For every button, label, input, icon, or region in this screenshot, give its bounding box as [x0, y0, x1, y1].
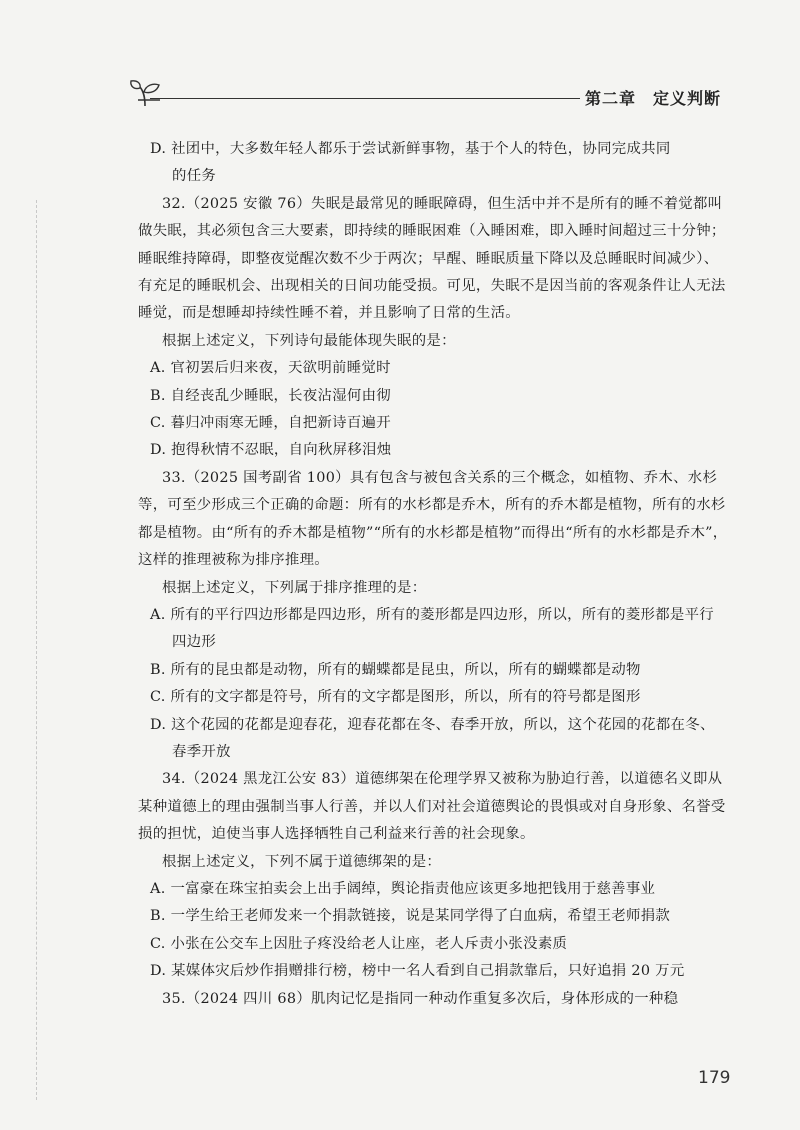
scan-edge-mark	[36, 200, 37, 1100]
q34-option-a: A. 一富豪在珠宝拍卖会上出手阔绰，舆论指责他应该更多地把钱用于慈善事业	[150, 880, 656, 897]
main-text	[138, 136, 728, 1013]
q33-option-b: B. 所有的昆虫都是动物，所有的蝴蝶都是昆虫，所以，所有的蝴蝶都是动物	[150, 661, 641, 678]
q32-option-c: C. 暮归冲雨寒无睡，自把新诗百遍开	[150, 415, 391, 432]
chapter-title: 第二章 定义判断	[585, 89, 722, 108]
q35-stem: 35.（2024 四川 68）肌肉记忆是指同一种动作重复多次后，身体形成的一种稳	[162, 990, 679, 1007]
q32-option-b: B. 自经丧乱少睡眠，长夜沾湿何由彻	[150, 387, 391, 404]
q32-question: 根据上述定义，下列诗句最能体现失眠的是：	[162, 332, 456, 349]
q34-question: 根据上述定义，下列不属于道德绑架的是：	[162, 853, 442, 870]
q31-option-d-line2: 的任务	[172, 168, 217, 185]
q32-option-d: D. 抱得秋情不忍眠，自向秋屏移泪烛	[150, 442, 392, 459]
q34-stem: 34.（2024 黑龙江公安 83）道德绑架在伦理学界又被称为胁迫行善，以道德名义即从某种道德上的理由强制当事人行善，并以人们对社会道德舆论的畏惧或对自身形象、名誉受损的担忧，迫使当事人选择牺牲自己利益来行善的社会现象。	[138, 771, 726, 843]
q33-option-c: C. 所有的文字都是符号，所有的文字都是图形，所以，所有的符号都是图形	[150, 689, 641, 706]
q33-question: 根据上述定义，下列属于排序推理的是：	[162, 579, 427, 596]
q34-option-b: B. 一学生给王老师发来一个捐款链接，说是某同学得了白血病，希望王老师捐款	[150, 908, 671, 925]
q34-option-d: D. 某媒体灾后炒作捐赠排行榜，榜中一名人看到自己捐款靠后，只好追捐 20 万元	[150, 963, 685, 980]
page-number: 179	[698, 1068, 731, 1088]
q31-option-d-line1: D. 社团中，大多数年轻人都乐于尝试新鲜事物，基于个人的特色，协同完成共同	[150, 141, 671, 157]
q33-stem: 33.（2025 国考副省 100）具有包含与被包含关系的三个概念，如植物、乔木、水杉等，可至少形成三个正确的命题：所有的水杉都是乔木，所有的乔木都是植物，所有的水杉都是植物。由“所有的乔木都是植物”“所有的水杉都是植物”而得出“所有的水杉都是乔木”，这样的推理被称为排序推理。	[138, 469, 728, 569]
q33-option-a: A. 所有的平行四边形都是四边形，所有的菱形都是四边形，所以，所有的菱形都是平行四边形	[150, 606, 714, 651]
header-rule	[150, 98, 580, 99]
q32-stem: 32.（2025 安徽 76）失眠是最常见的睡眠障碍，但生活中并不是所有的睡不着觉都叫做失眠，其必须包含三大要素，即持续的睡眠困难（入睡困难，即入睡时间超过三十分钟；睡眠维持障碍，即整夜觉醒次数不少于两次；早醒、睡眠质量下降以及总睡眠时间减少）、有充足的睡眠机会、出现相关的日间功能受损。可见，失眠不是因当前的客观条件让人无法睡觉，而是想睡却持续性睡不着，并且影响了日常的生活。	[138, 195, 726, 322]
sprout-logo-icon	[128, 78, 162, 108]
q34-option-c: C. 小张在公交车上因肚子疼没给老人让座，老人斥责小张没素质	[150, 935, 568, 952]
q32-option-a: A. 官初罢后归来夜，天欲明前睡觉时	[150, 360, 391, 377]
q31-option-d	[138, 136, 728, 191]
q33-option-d: D. 这个花园的花都是迎春花，迎春花都在冬、春季开放，所以，这个花园的花都在冬、春季开放	[150, 716, 715, 760]
